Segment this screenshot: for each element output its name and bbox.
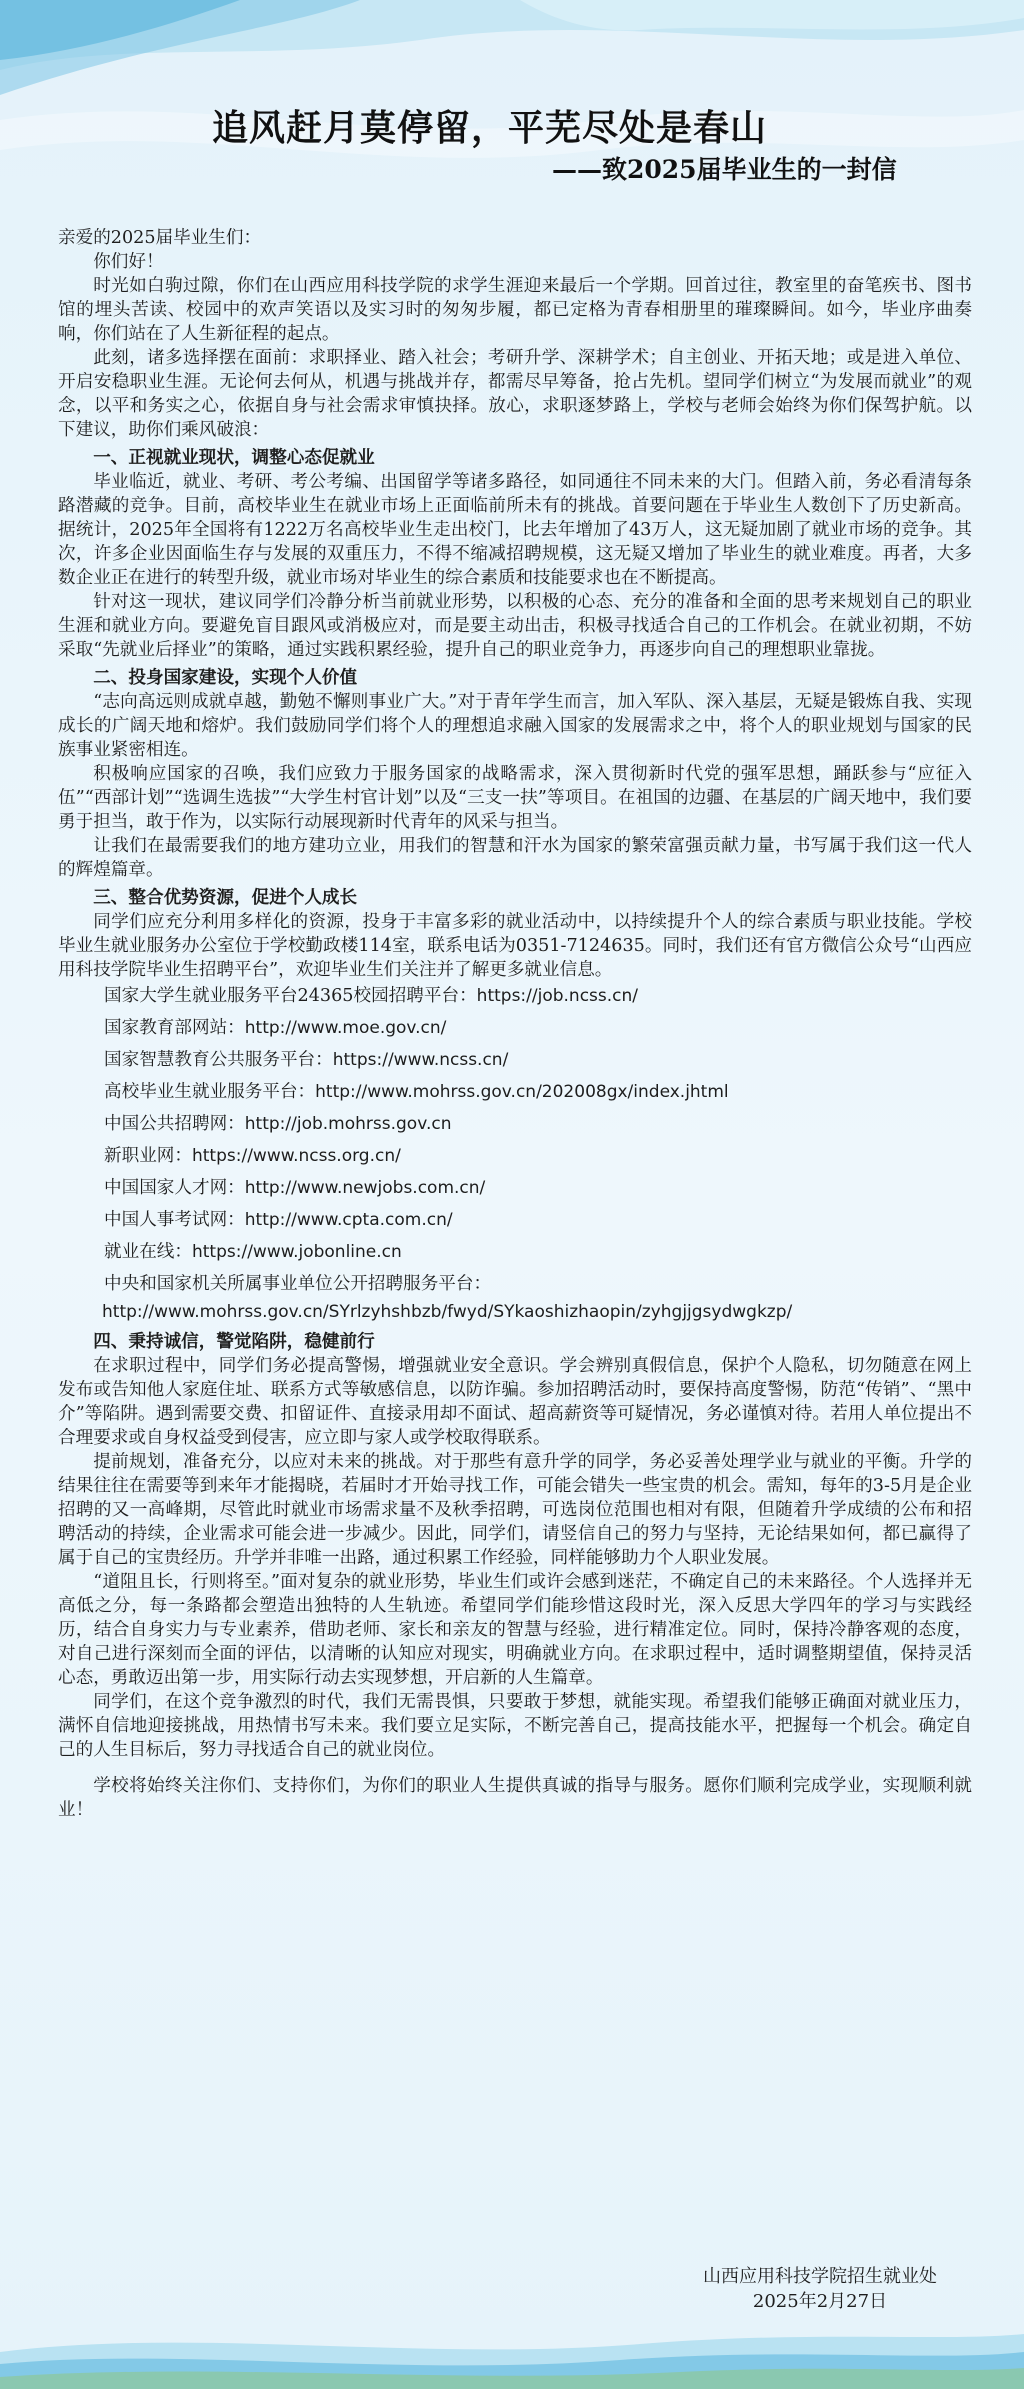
section-paragraph: 让我们在最需要我们的地方建功立业，用我们的智慧和汗水为国家的繁荣富强贡献力量，书写属于我们这一代人的辉煌篇章。 bbox=[58, 836, 972, 880]
resource-link-item bbox=[104, 982, 972, 1010]
section-paragraph: 同学们应充分利用多样化的资源，投身于丰富多彩的就业活动中，以持续提升个人的综合素质与职业技能。学校毕业生就业服务办公室位于学校勤政楼114室，联系电话为0351-7124635。同时，我们还有官方微信公众号“山西应用科技学院毕业生招聘平台”，欢迎毕业生们关注并了解更多就业信息。 bbox=[58, 912, 972, 980]
resource-link[interactable]: http://www.cpta.com.cn/ bbox=[244, 1210, 453, 1230]
signature-org: 山西应用科技学院招生就业处 bbox=[703, 2266, 937, 2287]
section-heading: 三、整合优势资源，促进个人成长 bbox=[93, 888, 358, 908]
resource-link-item bbox=[104, 1046, 972, 1074]
resource-link-item bbox=[104, 1142, 972, 1170]
section-heading: 一、正视就业现状，调整心态促就业 bbox=[93, 448, 375, 468]
page-title: 追风赶月莫停留，平芜尽处是春山 bbox=[212, 107, 768, 149]
resource-link-item bbox=[104, 1206, 972, 1234]
letter-body bbox=[58, 226, 972, 1822]
resource-label: 新职业网： bbox=[104, 1146, 192, 1166]
section-paragraph: “道阻且长，行则将至。”面对复杂的就业形势，毕业生们或许会感到迷茫，不确定自己的未来路径。个人选择并无高低之分，每一条路都会塑造出独特的人生轨迹。希望同学们能珍惜这段时光，深入反思大学四年的学习与实践经历，结合自身实力与专业素养，借助老师、家长和亲友的智慧与经验，进行精准定位。同时，保持冷静客观的态度，对自己进行深刻而全面的评估，以清晰的认知应对现实，明确就业方向。在求职过程中，适时调整期望值，保持灵活心态，勇敢迈出第一步，用实际行动去实现梦想，开启新的人生篇章。 bbox=[58, 1572, 972, 1688]
resource-link-item bbox=[104, 1014, 972, 1042]
closing-paragraph: 学校将始终关注你们、支持你们，为你们的职业人生提供真诚的指导与服务。愿你们顺利完成学业，实现顺利就业！ bbox=[58, 1776, 972, 1820]
section-paragraph: 积极响应国家的召唤，我们应致力于服务国家的战略需求，深入贯彻新时代党的强军思想，踊跃参与“应征入伍”“西部计划”“选调生选拔”“大学生村官计划”以及“三支一扶”等项目。在祖国的边疆、在基层的广阔天地中，我们要勇于担当，敢于作为，以实际行动展现新时代青年的风采与担当。 bbox=[58, 764, 972, 832]
resource-link-item bbox=[104, 1270, 972, 1326]
resource-link[interactable]: https://www.jobonline.cn bbox=[191, 1242, 402, 1262]
resource-link-item bbox=[104, 1174, 972, 1202]
footer-wave-graphic bbox=[0, 2322, 1024, 2389]
section-paragraph: 提前规划，准备充分，以应对未来的挑战。对于那些有意升学的同学，务必妥善处理学业与就业的平衡。升学的结果往往在需要等到来年才能揭晓，若届时才开始寻找工作，可能会错失一些宝贵的机会。需知，每年的3-5月是企业招聘的又一高峰期，尽管此时就业市场需求量不及秋季招聘，可选岗位范围也相对有限，但随着升学成绩的公布和招聘活动的持续，企业需求可能会进一步减少。因此，同学们，请竖信自己的努力与坚持，无论结果如何，都已赢得了属于自己的宝贵经历。升学并非唯一出路，通过积累工作经验，同样能够助力个人职业发展。 bbox=[58, 1452, 972, 1568]
intro-paragraph: 此刻，诸多选择摆在面前：求职择业、踏入社会；考研升学、深耕学术；自主创业、开拓天地；或是进入单位、开启安稳职业生涯。无论何去何从，机遇与挑战并存，都需尽早筹备，抢占先机。望同学们树立“为发展而就业”的观念，以平和务实之心，依据自身与社会需求审慎抉择。放心，求职逐梦路上，学校与老师会始终为你们保驾护航。以下建议，助你们乘风破浪： bbox=[58, 348, 972, 440]
resource-label: 中央和国家机关所属事业单位公开招聘服务平台： bbox=[104, 1274, 492, 1294]
greeting: 你们好！ bbox=[93, 252, 164, 272]
resource-link[interactable]: http://www.mohrss.gov.cn/202008gx/index.jhtml bbox=[315, 1082, 729, 1102]
resource-link[interactable]: http://www.mohrss.gov.cn/SYrlzyhshbzb/fwyd/SYkaoshizhaopin/zyhgjjgsydwgkzp/ bbox=[102, 1302, 793, 1322]
resource-label: 国家教育部网站： bbox=[104, 1018, 245, 1038]
signature-block bbox=[660, 2264, 980, 2314]
resource-link[interactable]: https://www.ncss.cn/ bbox=[332, 1050, 509, 1070]
section-paragraph: “志向高远则成就卓越，勤勉不懈则事业广大。”对于青年学生而言，加入军队、深入基层，无疑是锻炼自我、实现成长的广阔天地和熔炉。我们鼓励同学们将个人的理想追求融入国家的发展需求之中，将个人的职业规划与国家的民族事业紧密相连。 bbox=[58, 692, 972, 760]
resource-label: 高校毕业生就业服务平台： bbox=[104, 1082, 316, 1102]
resource-link-item bbox=[104, 1238, 972, 1266]
section-paragraph: 针对这一现状，建议同学们冷静分析当前就业形势，以积极的心态、充分的准备和全面的思考来规划自己的职业生涯和就业方向。要避免盲目跟风或消极应对，而是要主动出击，积极寻找适合自己的工作机会。在就业初期，不妨采取“先就业后择业”的策略，通过实践积累经验，提升自己的职业竞争力，再逐步向自己的理想职业靠拢。 bbox=[58, 592, 972, 660]
section-paragraph: 同学们，在这个竞争激烈的时代，我们无需畏惧，只要敢于梦想，就能实现。希望我们能够正确面对就业压力，满怀自信地迎接挑战，用热情书写未来。我们要立足实际，不断完善自己，提高技能水平，把握每一个机会。确定自己的人生目标后，努力寻找适合自己的就业岗位。 bbox=[58, 1692, 972, 1760]
signature-date: 2025年2月27日 bbox=[752, 2291, 888, 2312]
resource-link[interactable]: http://www.newjobs.com.cn/ bbox=[244, 1178, 486, 1198]
resource-link[interactable]: http://www.moe.gov.cn/ bbox=[244, 1018, 447, 1038]
intro-paragraph: 时光如白驹过隙，你们在山西应用科技学院的求学生涯迎来最后一个学期。回首过往，教室里的奋笔疾书、图书馆的埋头苦读、校园中的欢声笑语以及实习时的匆匆步履，都已定格为青春相册里的璀璨瞬间。如今，毕业序曲奏响，你们站在了人生新征程的起点。 bbox=[58, 276, 972, 344]
salutation: 亲爱的2025届毕业生们： bbox=[58, 228, 262, 248]
resource-label: 国家智慧教育公共服务平台： bbox=[104, 1050, 333, 1070]
resource-label: 中国人事考试网： bbox=[104, 1210, 245, 1230]
resource-label: 就业在线： bbox=[104, 1242, 192, 1262]
resource-label: 国家大学生就业服务平台24365校园招聘平台： bbox=[104, 986, 477, 1006]
resource-link[interactable]: http://job.mohrss.gov.cn bbox=[244, 1114, 452, 1134]
resource-link[interactable]: https://job.ncss.cn/ bbox=[476, 986, 639, 1006]
section-heading: 二、投身国家建设，实现个人价值 bbox=[93, 668, 358, 688]
resource-link-list bbox=[58, 982, 972, 1326]
section-heading: 四、秉持诚信，警觉陷阱，稳健前行 bbox=[93, 1332, 375, 1352]
resource-label: 中国公共招聘网： bbox=[104, 1114, 245, 1134]
resource-link-item bbox=[104, 1110, 972, 1138]
resource-link[interactable]: https://www.ncss.org.cn/ bbox=[191, 1146, 401, 1166]
page-subtitle: ——致2025届毕业生的一封信 bbox=[552, 155, 897, 184]
section-paragraph: 在求职过程中，同学们务必提高警惕，增强就业安全意识。学会辨别真假信息，保护个人隐私，切勿随意在网上发布或告知他人家庭住址、联系方式等敏感信息，以防诈骗。参加招聘活动时，要保持高度警惕，防范“传销”、“黑中介”等陷阱。遇到需要交费、扣留证件、直接录用却不面试、超高薪资等可疑情况，务必谨慎对待。若用人单位提出不合理要求或自身权益受到侵害，应立即与家人或学校取得联系。 bbox=[58, 1356, 972, 1448]
resource-label: 中国国家人才网： bbox=[104, 1178, 245, 1198]
section-paragraph: 毕业临近，就业、考研、考公考编、出国留学等诸多路径，如同通往不同未来的大门。但踏入前，务必看清每条路潜藏的竞争。目前，高校毕业生在就业市场上正面临前所未有的挑战。首要问题在于毕业生人数创下了历史新高。据统计，2025年全国将有1222万名高校毕业生走出校门，比去年增加了43万人，这无疑加剧了就业市场的竞争。其次，许多企业因面临生存与发展的双重压力，不得不缩减招聘规模，这无疑又增加了毕业生的就业难度。再者，大多数企业正在进行的转型升级，就业市场对毕业生的综合素质和技能要求也在不断提高。 bbox=[58, 472, 972, 588]
resource-link-item bbox=[104, 1078, 972, 1106]
